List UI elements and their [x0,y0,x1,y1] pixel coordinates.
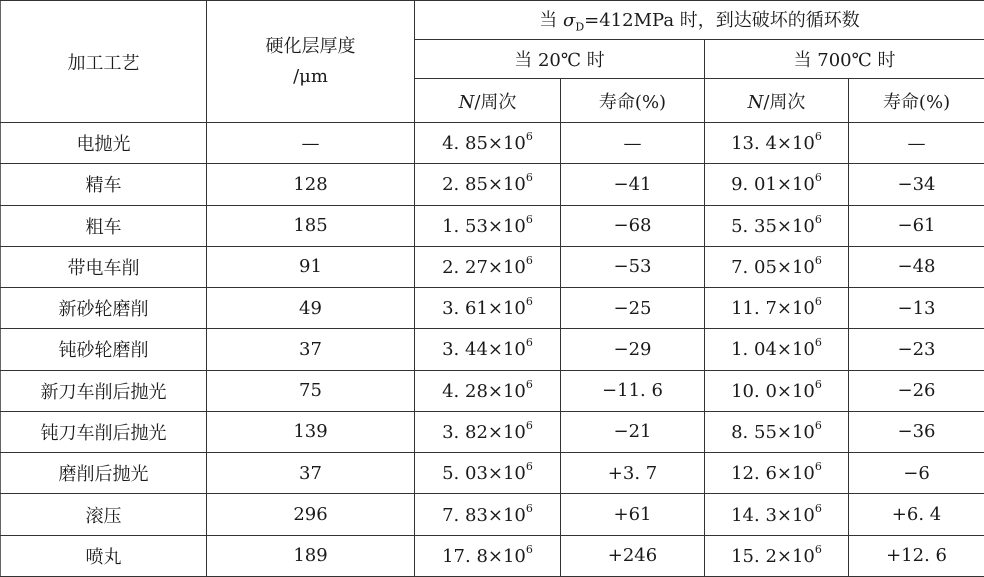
n-unit: /周次 [474,91,517,113]
header-thickness-line2: /μm [293,65,328,87]
process-cell: 电抛光 [1,123,207,164]
cycles-mantissa: 1. 04×10 [731,339,815,361]
n-unit: /周次 [763,91,806,113]
thickness-cell: 49 [207,288,415,329]
cycles-exponent: 6 [525,542,533,556]
cycles-mantissa: 14. 3×10 [731,504,815,526]
process-cell: 磨削后抛光 [1,453,207,494]
cycles-mantissa: 13. 4×10 [731,133,815,155]
cycles-mantissa: 7. 05×10 [731,256,815,278]
table-row [1,329,984,370]
header-condition [415,1,984,40]
life-700-cell: −36 [849,411,984,452]
process-cell: 粗车 [1,205,207,246]
cycles-20-cell [415,494,561,535]
cycles-exponent: 6 [525,295,533,309]
table-row [1,494,984,535]
thickness-cell: 296 [207,494,415,535]
cycles-20-cell [415,164,561,205]
thickness-cell: 37 [207,453,415,494]
cycles-20-cell [415,411,561,452]
cycles-mantissa: 5. 35×10 [731,215,815,237]
process-cell: 喷丸 [1,535,207,576]
process-cell: 钝砂轮磨削 [1,329,207,370]
header-life-700: 寿命(%) [849,79,984,123]
cycles-20-cell [415,453,561,494]
cycles-exponent: 6 [814,418,822,432]
life-20-cell: — [561,123,705,164]
life-700-cell: −6 [849,453,984,494]
life-700-cell: +12. 6 [849,535,984,576]
cycles-mantissa: 3. 61×10 [442,298,526,320]
cycles-exponent: 6 [814,212,822,226]
process-cell: 新砂轮磨削 [1,288,207,329]
header-n-20 [415,79,561,123]
cycles-700-cell [705,246,849,287]
process-cell: 钝刀车削后抛光 [1,411,207,452]
cycles-20-cell [415,535,561,576]
cycles-exponent: 6 [525,501,533,515]
cycles-exponent: 6 [814,501,822,515]
cycles-mantissa: 7. 83×10 [442,504,526,526]
header-thickness-line1: 硬化层厚度 [265,35,356,57]
cycles-exponent: 6 [814,377,822,391]
life-700-cell: −13 [849,288,984,329]
cycles-exponent: 6 [525,336,533,350]
table-row [1,164,984,205]
table-row [1,288,984,329]
cycles-700-cell [705,453,849,494]
cycles-mantissa: 12. 6×10 [731,463,815,485]
n-symbol: N [458,91,475,113]
cycles-mantissa: 2. 85×10 [442,174,526,196]
cycles-mantissa: 3. 82×10 [442,421,526,443]
cycles-700-cell [705,288,849,329]
life-20-cell: −29 [561,329,705,370]
life-20-cell: +246 [561,535,705,576]
cycles-20-cell [415,288,561,329]
n-symbol: N [747,91,764,113]
cycles-700-cell [705,164,849,205]
cycles-exponent: 6 [525,418,533,432]
cycles-exponent: 6 [814,171,822,185]
cycles-20-cell [415,123,561,164]
cycles-20-cell [415,246,561,287]
cycles-exponent: 6 [525,377,533,391]
header-process: 加工工艺 [1,1,207,123]
cycles-exponent: 6 [814,253,822,267]
cycles-exponent: 6 [814,460,822,474]
life-700-cell: — [849,123,984,164]
cycles-700-cell [705,411,849,452]
thickness-cell: 185 [207,205,415,246]
process-cell: 滚压 [1,494,207,535]
life-700-cell: −26 [849,370,984,411]
cycles-exponent: 6 [814,130,822,144]
cycles-mantissa: 9. 01×10 [731,174,815,196]
cycles-exponent: 6 [525,171,533,185]
life-700-cell: +6. 4 [849,494,984,535]
table-row [1,370,984,411]
process-cell: 精车 [1,164,207,205]
cycles-exponent: 6 [814,336,822,350]
cycles-700-cell [705,123,849,164]
life-20-cell: −25 [561,288,705,329]
thickness-cell: — [207,123,415,164]
cycles-20-cell [415,329,561,370]
cycles-20-cell [415,205,561,246]
life-700-cell: −48 [849,246,984,287]
cycles-exponent: 6 [814,295,822,309]
cycles-mantissa: 17. 8×10 [442,545,526,567]
cycles-mantissa: 5. 03×10 [442,463,526,485]
thickness-cell: 91 [207,246,415,287]
header-life-20: 寿命(%) [561,79,705,123]
process-cell: 带电车削 [1,246,207,287]
table-row [1,535,984,576]
life-700-cell: −23 [849,329,984,370]
life-20-cell: −21 [561,411,705,452]
life-20-cell: −11. 6 [561,370,705,411]
sigma-symbol: σ [563,10,576,32]
life-700-cell: −61 [849,205,984,246]
header-thickness [207,1,415,123]
life-20-cell: +3. 7 [561,453,705,494]
life-20-cell: −68 [561,205,705,246]
life-700-cell: −34 [849,164,984,205]
cycles-700-cell [705,494,849,535]
header-condition-suffix: =412MPa 时，到达破坏的循环数 [584,10,860,32]
cycles-mantissa: 10. 0×10 [731,380,815,402]
cycles-700-cell [705,329,849,370]
cycles-exponent: 6 [525,130,533,144]
sigma-subscript: D [575,20,585,34]
thickness-cell: 128 [207,164,415,205]
table-row [1,205,984,246]
cycles-700-cell [705,535,849,576]
header-n-700 [705,79,849,123]
thickness-cell: 139 [207,411,415,452]
cycles-mantissa: 11. 7×10 [731,298,815,320]
table-row [1,453,984,494]
cycles-exponent: 6 [525,253,533,267]
process-cell: 新刀车削后抛光 [1,370,207,411]
table-row [1,123,984,164]
header-temp-20: 当 20℃ 时 [415,40,705,79]
table-body [1,123,984,577]
cycles-mantissa: 3. 44×10 [442,339,526,361]
cycles-exponent: 6 [814,542,822,556]
cycles-mantissa: 1. 53×10 [442,215,526,237]
header-temp-700: 当 700℃ 时 [705,40,984,79]
life-20-cell: +61 [561,494,705,535]
cycles-mantissa: 4. 28×10 [442,380,526,402]
thickness-cell: 37 [207,329,415,370]
cycles-20-cell [415,370,561,411]
cycles-exponent: 6 [525,460,533,474]
cycles-700-cell [705,370,849,411]
cycles-mantissa: 8. 55×10 [731,421,815,443]
cycles-mantissa: 4. 85×10 [442,133,526,155]
header-condition-prefix: 当 [539,10,558,32]
life-20-cell: −53 [561,246,705,287]
thickness-cell: 75 [207,370,415,411]
cycles-exponent: 6 [525,212,533,226]
table-row [1,411,984,452]
table-row [1,246,984,287]
life-20-cell: −41 [561,164,705,205]
cycles-mantissa: 15. 2×10 [731,545,815,567]
cycles-mantissa: 2. 27×10 [442,256,526,278]
thickness-cell: 189 [207,535,415,576]
cycles-700-cell [705,205,849,246]
